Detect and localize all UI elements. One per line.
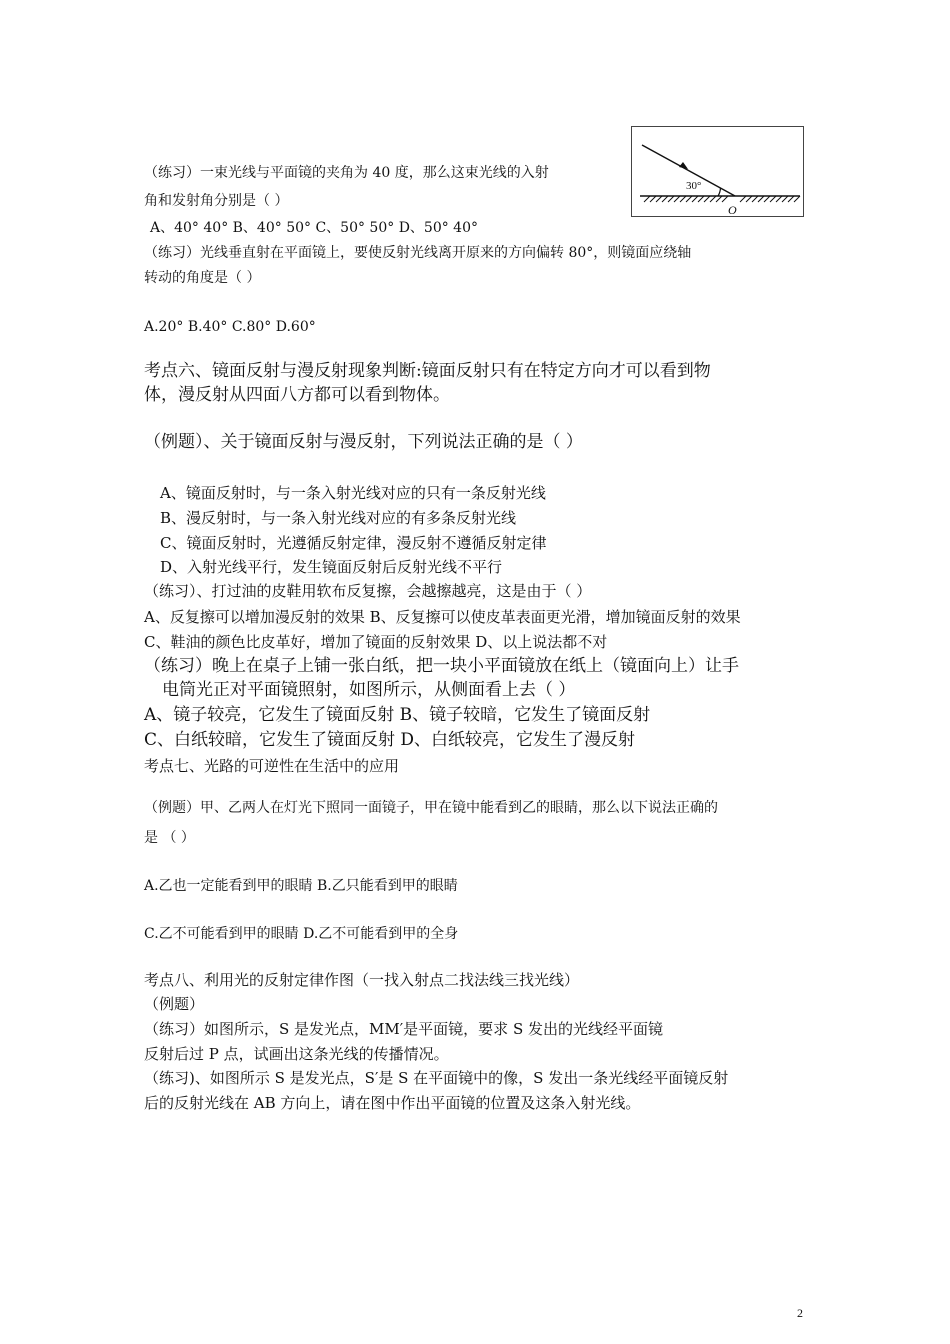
text-line: （练习)、如图所示 S 是发光点，S′是 S 在平面镜中的像，S 发出一条光线经平面镜反射 xyxy=(144,1069,729,1087)
text-line: A、反复擦可以增加漫反射的效果 B、反复擦可以使皮革表面更光滑，增加镜面反射的效果 xyxy=(144,608,741,626)
text-line: （练习）晚上在桌子上铺一张白纸，把一块小平面镜放在纸上（镜面向上）让手 xyxy=(144,656,739,676)
page-number: 2 xyxy=(797,1306,803,1320)
text-line: （练习）如图所示，S 是发光点，MM′是平面镜，要求 S 发出的光线经平面镜 xyxy=(144,1020,663,1038)
point-o-label: O xyxy=(728,203,737,217)
text-line: （练习）、打过油的皮鞋用软布反复擦，会越擦越亮，这是由于（ ） xyxy=(144,582,592,600)
text-line: A.20° B.40° C.80° D.60° xyxy=(144,319,316,335)
text-line: A、40° 40° B、40° 50° C、50° 50° D、50° 40° xyxy=(150,220,479,236)
text-line: C、鞋油的颜色比皮革好，增加了镜面的反射效果 D、以上说法都不对 xyxy=(144,633,608,651)
mirror-diagram xyxy=(632,127,805,218)
mirror-figure xyxy=(631,126,804,217)
text-line: （例题）、关于镜面反射与漫反射，下列说法正确的是（ ） xyxy=(144,432,583,452)
text-line: （练习）光线垂直射在平面镜上，要使反射光线离开原来的方向偏转 80°，则镜面应绕轴 xyxy=(144,245,692,261)
text-line: （例题）甲、乙两人在灯光下照同一面镜子，甲在镜中能看到乙的眼睛，那么以下说法正确的 xyxy=(144,800,718,816)
text-line: 角和发射角分别是（ ） xyxy=(144,193,289,209)
text-line: B、漫反射时，与一条入射光线对应的有多条反射光线 xyxy=(160,509,517,527)
angle-label: 30° xyxy=(686,180,702,192)
text-line: 反射后过 P 点，试画出这条光线的传播情况。 xyxy=(144,1045,449,1063)
ray-arrow xyxy=(679,162,688,169)
text-line: A.乙也一定能看到甲的眼睛 B.乙只能看到甲的眼睛 xyxy=(144,878,458,894)
angle-arc xyxy=(718,188,721,196)
text-line: （例题） xyxy=(144,995,205,1013)
text-line: 后的反射光线在 AB 方向上，请在图中作出平面镜的位置及这条入射光线。 xyxy=(144,1094,641,1112)
mirror-hatch xyxy=(644,196,800,202)
text-line: C、镜面反射时，光遵循反射定律，漫反射不遵循反射定律 xyxy=(160,534,547,552)
text-line: D、入射光线平行，发生镜面反射后反射光线不平行 xyxy=(160,558,503,576)
text-line: 考点八、利用光的反射定律作图（一找入射点二找法线三找光线） xyxy=(144,971,580,989)
text-line: A、镜子较亮，它发生了镜面反射 B、镜子较暗，它发生了镜面反射 xyxy=(144,705,651,725)
text-line: 电筒光正对平面镜照射，如图所示，从侧面看上去（ ） xyxy=(162,680,576,700)
text-line: C、白纸较暗，它发生了镜面反射 D、白纸较亮，它发生了漫反射 xyxy=(144,730,636,750)
text-line: A、镜面反射时，与一条入射光线对应的只有一条反射光线 xyxy=(160,484,546,502)
text-line: C.乙不可能看到甲的眼睛 D.乙不可能看到甲的全身 xyxy=(144,926,459,942)
text-line: 转动的角度是（ ） xyxy=(144,270,261,286)
text-line: 考点七、光路的可逆性在生活中的应用 xyxy=(144,757,400,775)
text-line: （练习）一束光线与平面镜的夹角为 40 度，那么这束光线的入射 xyxy=(144,165,549,181)
text-line: 体，漫反射从四面八方都可以看到物体。 xyxy=(144,385,450,405)
text-line: 考点六、镜面反射与漫反射现象判断:镜面反射只有在特定方向才可以看到物 xyxy=(144,361,711,381)
text-line: 是 （ ） xyxy=(144,830,195,846)
